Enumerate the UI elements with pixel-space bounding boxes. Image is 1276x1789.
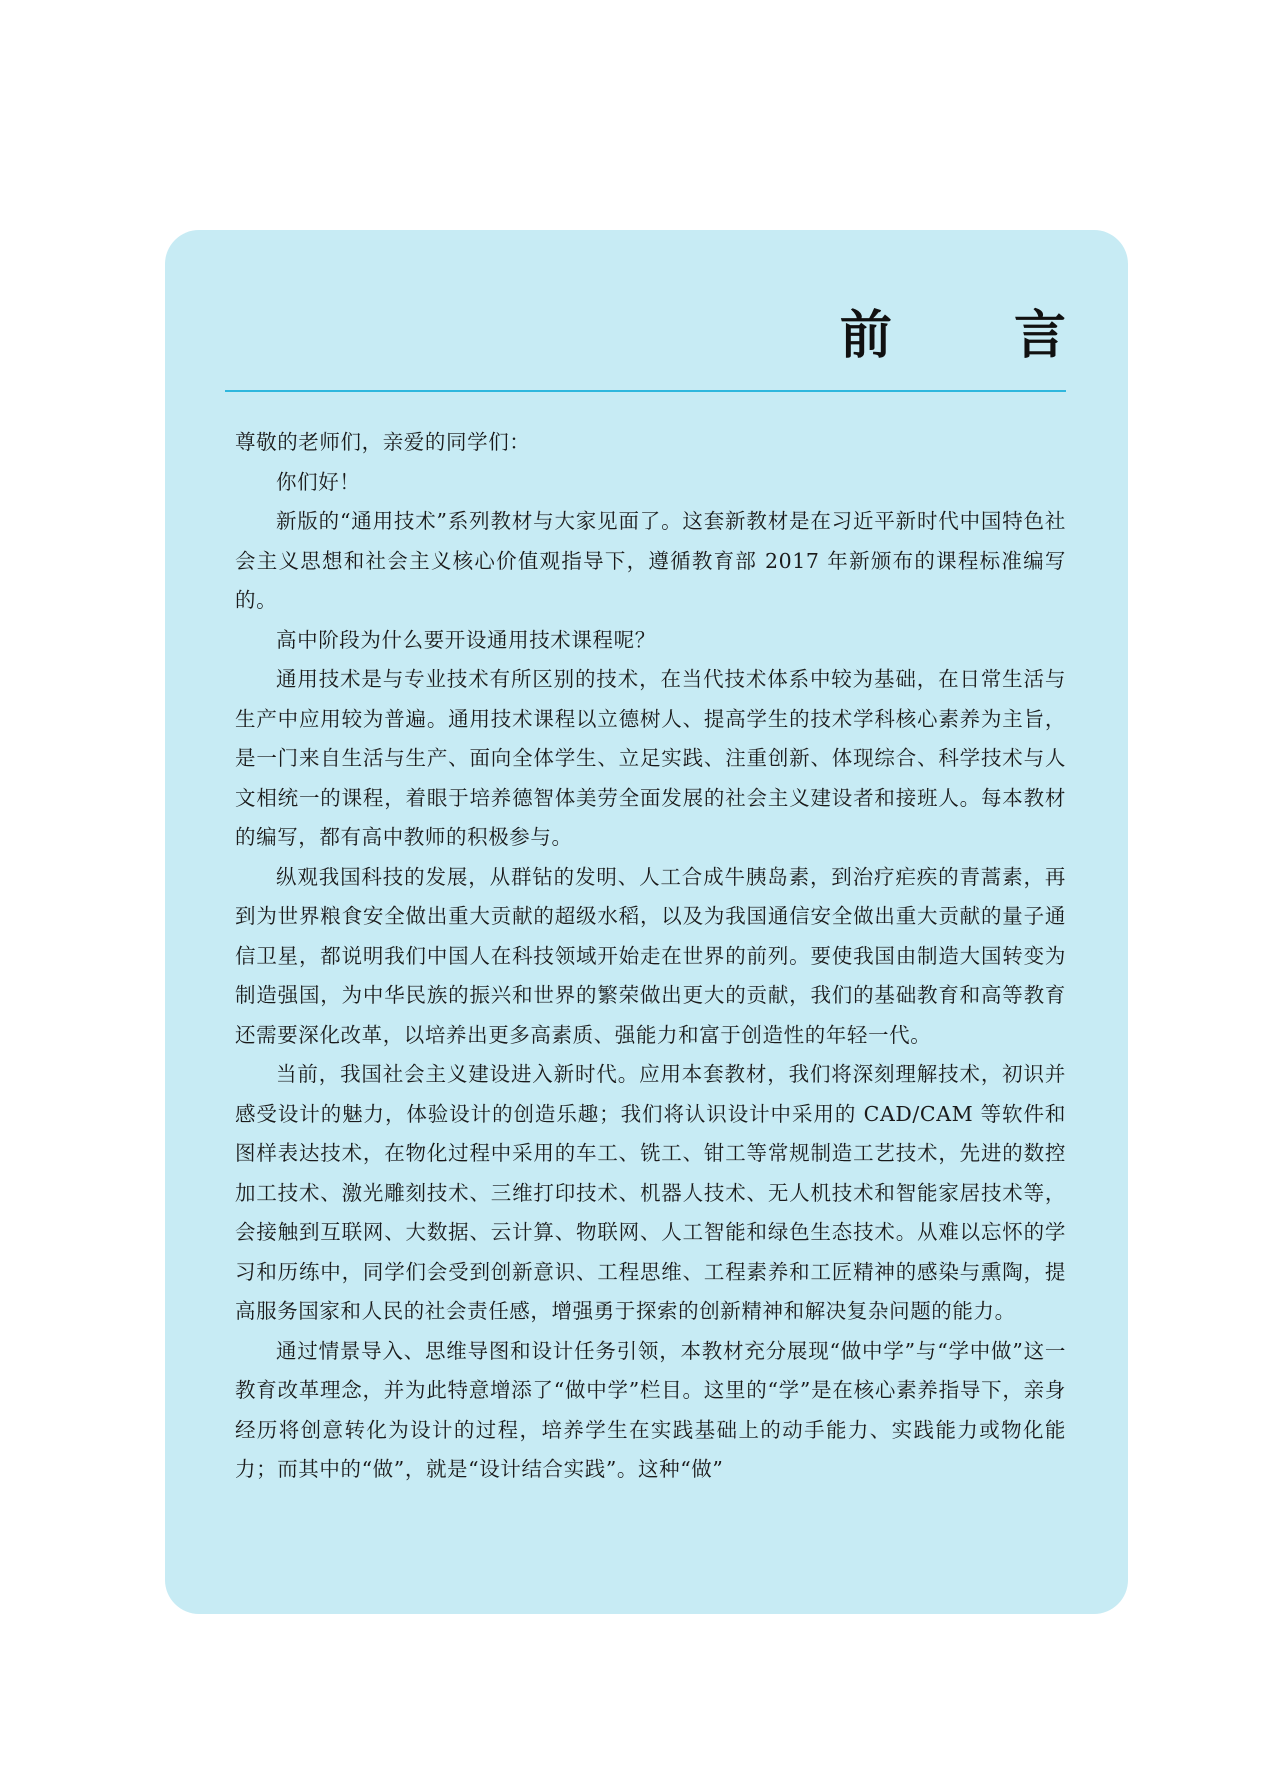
title-divider	[225, 390, 1066, 392]
preface-body	[235, 423, 1066, 1490]
page-title: 前 言	[839, 306, 1118, 366]
paragraph: 新版的“通用技术”系列教材与大家见面了。这套新教材是在习近平新时代中国特色社会主义思想和社会主义核心价值观指导下，遵循教育部 2017 年新颁布的课程标准编写的。	[235, 509, 1066, 612]
paragraph: 纵观我国科技的发展，从群钻的发明、人工合成牛胰岛素，到治疗疟疾的青蒿素，再到为世界粮食安全做出重大贡献的超级水稻，以及为我国通信安全做出重大贡献的量子通信卫星，都说明我们中国人在科技领域开始走在世界的前列。要使我国由制造大国转变为制造强国，为中华民族的振兴和世界的繁荣做出更大的贡献，我们的基础教育和高等教育还需要深化改革，以培养出更多高素质、强能力和富于创造性的年轻一代。	[235, 864, 1066, 1047]
salutation: 尊敬的老师们，亲爱的同学们：	[235, 430, 531, 454]
paragraph: 通过情景导入、思维导图和设计任务引领，本教材充分展现“做中学”与“学中做”这一教育改革理念，并为此特意增添了“做中学”栏目。这里的“学”是在核心素养指导下，亲身经历将创意转化为设计的过程，培养学生在实践基础上的动手能力、实践能力或物化能力；而其中的“做”，就是“设计结合实践”。这种“做”	[235, 1338, 1066, 1481]
paragraph: 通用技术是与专业技术有所区别的技术，在当代技术体系中较为基础，在日常生活与生产中应用较为普遍。通用技术课程以立德树人、提高学生的技术学科核心素养为主旨，是一门来自生活与生产、面向全体学生、立足实践、注重创新、体现综合、科学技术与人文相统一的课程，着眼于培养德智体美劳全面发展的社会主义建设者和接班人。每本教材的编写，都有高中教师的积极参与。	[235, 667, 1066, 849]
paragraph: 你们好！	[276, 469, 361, 494]
paragraph: 当前，我国社会主义建设进入新时代。应用本套教材，我们将深刻理解技术，初识并感受设计的魅力，体验设计的创造乐趣；我们将认识设计中采用的 CAD/CAM 等软件和图样表达技术，在物化过程中采用的车工、铣工、钳工等常规制造工艺技术，先进的数控加工技术、激光雕刻技术、三维打印技术、机器人技术、无人机技术和智能家居技术等，会接触到互联网、大数据、云计算、物联网、人工智能和绿色生态技术。从难以忘怀的学习和历练中，同学们会受到创新意识、工程思维、工程素养和工匠精神的感染与熏陶，提高服务国家和人民的社会责任感，增强勇于探索的创新精神和解决复杂问题的能力。	[235, 1062, 1066, 1323]
preface-panel	[165, 230, 1128, 1614]
paragraph: 高中阶段为什么要开设通用技术课程呢？	[276, 627, 656, 652]
